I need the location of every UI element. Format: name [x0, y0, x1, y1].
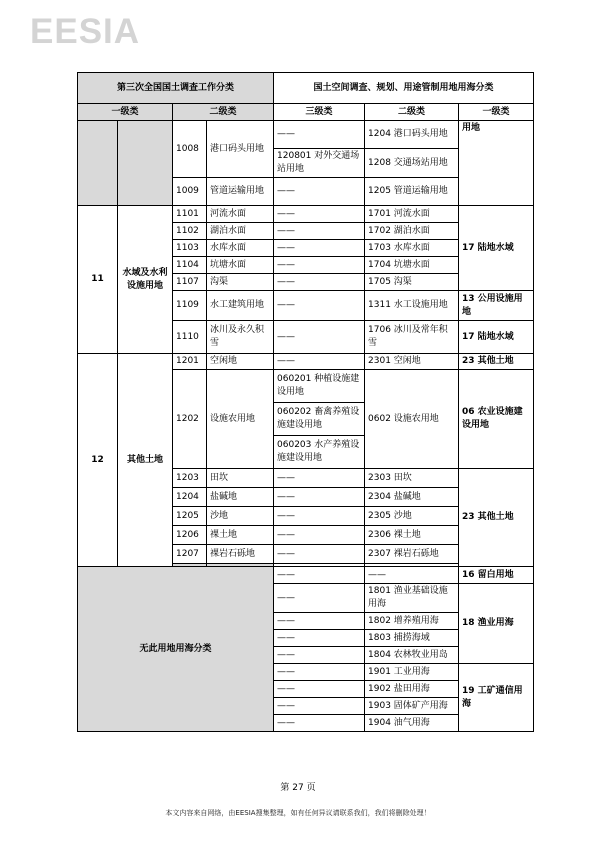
- level3-1104: ——: [274, 257, 365, 274]
- new-1008-a: 1204 港口码头用地: [365, 121, 459, 149]
- name-1204: 盐碱地: [207, 488, 274, 507]
- code-1206: 1206: [173, 526, 207, 545]
- new-1204: 2304 盐碱地: [365, 488, 459, 507]
- code-1107: 1107: [173, 274, 207, 291]
- code-1008: 1008: [173, 121, 207, 178]
- code-1109: 1109: [173, 291, 207, 321]
- top-level-17b: 17 陆地水域: [459, 321, 534, 354]
- new-1903: 1903 固体矿产用海: [365, 698, 459, 715]
- new-1205: 2305 沙地: [365, 507, 459, 526]
- sub-col-level2: 二级类: [173, 104, 274, 121]
- code-1207: 1207: [173, 545, 207, 564]
- code-1202: 1202: [173, 370, 207, 469]
- level3-1109: ——: [274, 291, 365, 321]
- top-level-16: 16 留白用地: [459, 567, 534, 584]
- new-1802: 1802 增养殖用海: [365, 613, 459, 630]
- level3-sea-9: ——: [274, 715, 365, 732]
- code-1205: 1205: [173, 507, 207, 526]
- sub-col-new-level1: 一级类: [459, 104, 534, 121]
- name-1008: 港口码头用地: [207, 121, 274, 178]
- new-1103: 1703 水库水面: [365, 240, 459, 257]
- new-16: ——: [365, 567, 459, 584]
- new-1804: 1804 农林牧业用岛: [365, 647, 459, 664]
- group-12-code: 12: [78, 354, 118, 567]
- level3-1008-b: 120801 对外交通场站用地: [274, 149, 365, 178]
- level3-sea-5: ——: [274, 647, 365, 664]
- top-level-19: 19 工矿通信用海: [459, 664, 534, 732]
- top-level-13: 13 公用设施用地: [459, 291, 534, 321]
- sub-col-level1: 一级类: [78, 104, 173, 121]
- top-level-06: 06 农业设施建设用地: [459, 370, 534, 469]
- new-1801: 1801 渔业基础设施用海: [365, 584, 459, 613]
- level3-1009: ——: [274, 178, 365, 206]
- group-11-code: 11: [78, 206, 118, 354]
- top-level-23a: 23 其他土地: [459, 354, 534, 370]
- new-1102: 1702 湖泊水面: [365, 223, 459, 240]
- name-1107: 沟渠: [207, 274, 274, 291]
- level3-1206: ——: [274, 526, 365, 545]
- land-classification-table: [77, 72, 534, 732]
- level3-sea-8: ——: [274, 698, 365, 715]
- group-11-name: 水域及水利设施用地: [118, 206, 173, 354]
- level3-1110: ——: [274, 321, 365, 354]
- level3-1205: ——: [274, 507, 365, 526]
- sub-col-level3: 三级类: [274, 104, 365, 121]
- new-1109: 1311 水工设施用地: [365, 291, 459, 321]
- level3-1103: ——: [274, 240, 365, 257]
- code-1102: 1102: [173, 223, 207, 240]
- level3-060202: 060202 畜禽养殖设施建设用地: [274, 403, 365, 436]
- level3-1201: ——: [274, 354, 365, 370]
- new-1101: 1701 河流水面: [365, 206, 459, 223]
- new-1207: 2307 裸岩石砾地: [365, 545, 459, 564]
- footer-note: 本文内容来自网络，由EESIA搜集整理，如有任何异议请联系我们，我们将删除处理！: [165, 809, 431, 817]
- code-1009: 1009: [173, 178, 207, 206]
- level3-060201: 060201 种植设施建设用地: [274, 370, 365, 403]
- new-1902: 1902 盐田用海: [365, 681, 459, 698]
- new-1901: 1901 工业用海: [365, 664, 459, 681]
- name-1109: 水工建筑用地: [207, 291, 274, 321]
- level3-1102: ——: [274, 223, 365, 240]
- new-0602: 0602 设施农用地: [365, 370, 459, 469]
- group-10-name: [118, 121, 173, 206]
- level3-sea-3: ——: [274, 613, 365, 630]
- group-10-code: [78, 121, 118, 206]
- group-12-name: 其他土地: [118, 354, 173, 567]
- level3-sea-4: ——: [274, 630, 365, 647]
- code-1204: 1204: [173, 488, 207, 507]
- name-1110: 冰川及永久积雪: [207, 321, 274, 354]
- level3-1008-a: ——: [274, 121, 365, 149]
- level3-1101: ——: [274, 206, 365, 223]
- code-1104: 1104: [173, 257, 207, 274]
- top-level-18: 18 渔业用海: [459, 584, 534, 664]
- code-1110: 1110: [173, 321, 207, 354]
- level3-1204: ——: [274, 488, 365, 507]
- name-1207: 裸岩石砾地: [207, 545, 274, 564]
- level3-sea-2: ——: [274, 584, 365, 613]
- code-1201: 1201: [173, 354, 207, 370]
- new-1008-b: 1208 交通场站用地: [365, 149, 459, 178]
- new-1104: 1704 坑塘水面: [365, 257, 459, 274]
- name-1101: 河流水面: [207, 206, 274, 223]
- name-1201: 空闲地: [207, 354, 274, 370]
- top-level-yongdi: 用地: [459, 121, 534, 206]
- new-1110: 1706 冰川及常年积雪: [365, 321, 459, 354]
- new-1203: 2303 田坎: [365, 469, 459, 488]
- level3-sea-1: ——: [274, 567, 365, 584]
- level3-sea-6: ——: [274, 664, 365, 681]
- name-1205: 沙地: [207, 507, 274, 526]
- code-1203: 1203: [173, 469, 207, 488]
- new-1904: 1904 油气用海: [365, 715, 459, 732]
- new-1201: 2301 空闲地: [365, 354, 459, 370]
- name-1206: 裸土地: [207, 526, 274, 545]
- page-number: 第 27 页: [280, 783, 316, 793]
- name-1104: 坑塘水面: [207, 257, 274, 274]
- name-1009: 管道运输用地: [207, 178, 274, 206]
- new-1107: 1705 沟渠: [365, 274, 459, 291]
- name-1203: 田坎: [207, 469, 274, 488]
- code-1103: 1103: [173, 240, 207, 257]
- header-left: 第三次全国国土调查工作分类: [78, 73, 274, 104]
- level3-1107: ——: [274, 274, 365, 291]
- sub-col-new-level2: 二级类: [365, 104, 459, 121]
- no-classification-label: 无此用地用海分类: [78, 567, 274, 732]
- name-1103: 水库水面: [207, 240, 274, 257]
- top-level-23b: 23 其他土地: [459, 469, 534, 567]
- name-1202: 设施农用地: [207, 370, 274, 469]
- new-1206: 2306 裸土地: [365, 526, 459, 545]
- name-1102: 湖泊水面: [207, 223, 274, 240]
- top-level-17a: 17 陆地水域: [459, 206, 534, 291]
- level3-sea-7: ——: [274, 681, 365, 698]
- eesia-logo: EESIA: [30, 12, 141, 51]
- header-right: 国土空间调查、规划、用途管制用地用海分类: [274, 73, 534, 104]
- code-1101: 1101: [173, 206, 207, 223]
- level3-1207: ——: [274, 545, 365, 564]
- new-1803: 1803 捕捞海域: [365, 630, 459, 647]
- level3-1203: ——: [274, 469, 365, 488]
- level3-060203: 060203 水产养殖设施建设用地: [274, 436, 365, 469]
- new-1009: 1205 管道运输用地: [365, 178, 459, 206]
